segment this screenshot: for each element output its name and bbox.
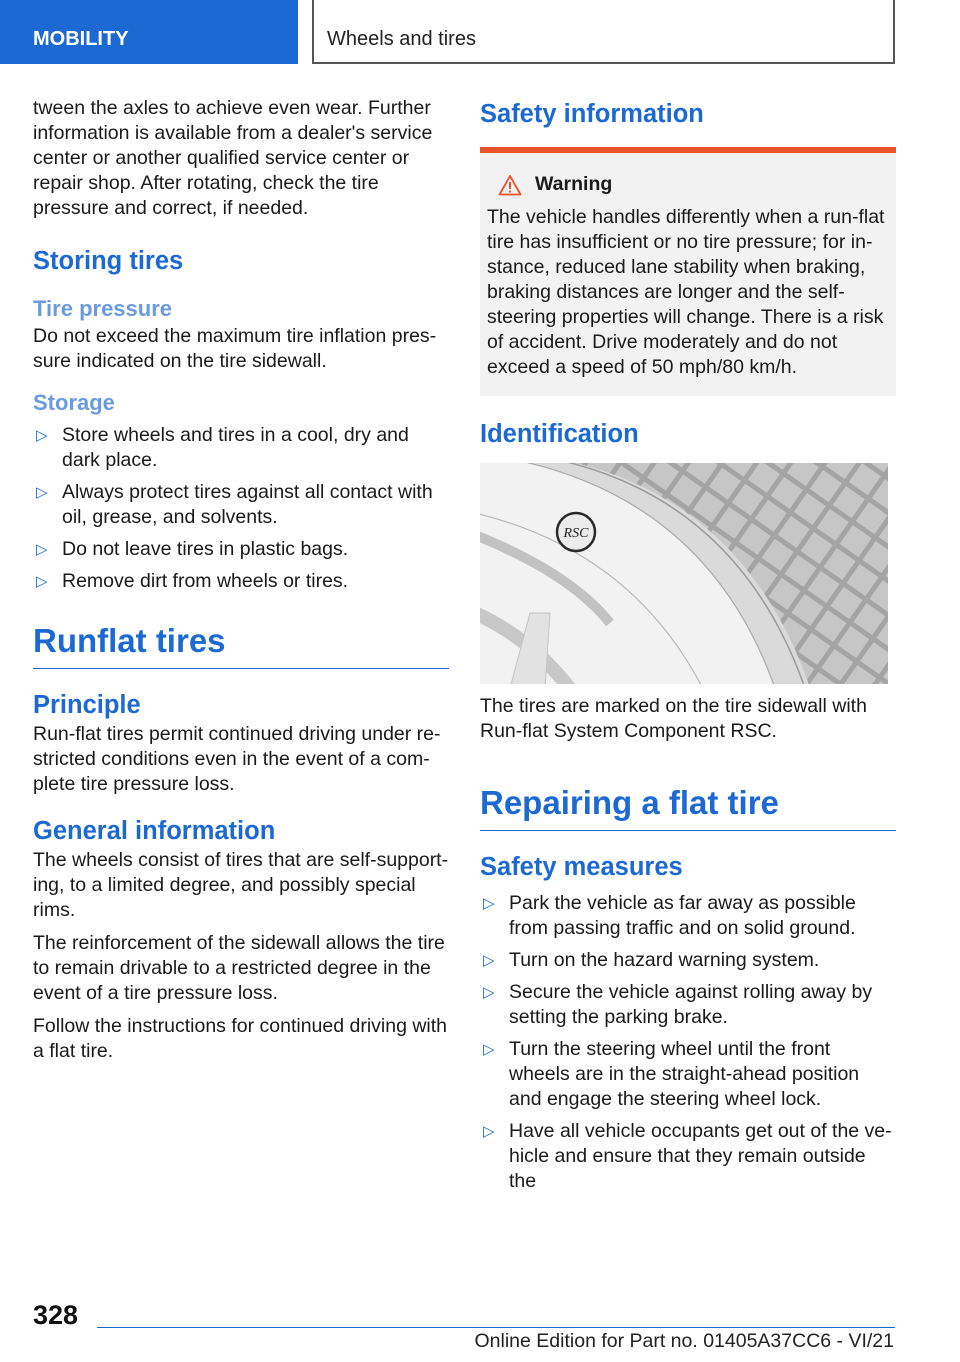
list-item: ▷ Secure the vehicle against rolling away by setting the parking brake. xyxy=(483,981,873,1028)
list-item: ▷ Store wheels and tires in a cool, dry and dark place. xyxy=(36,424,409,471)
section-tab xyxy=(0,0,298,64)
tire-pressure-paragraph: Do not exceed the maximum tire inflation pressure indicated on the tire sidewall. xyxy=(33,325,437,372)
list-item: ▷ Turn on the hazard warning system. xyxy=(483,949,820,971)
right-column xyxy=(480,100,896,1201)
runflat-tires-heading: Runflat tires xyxy=(33,622,449,669)
list-item: ▷ Park the vehicle as far away as possible from passing traffic and on solid ground. xyxy=(483,892,856,939)
warning-header xyxy=(498,173,888,196)
general-information-heading: General information xyxy=(33,817,276,845)
storage-list xyxy=(33,423,449,594)
general-paragraph-1: The wheels consist of tires that are self-supporting, to a limited degree, and possibly special rims. xyxy=(33,849,449,921)
identification-heading: Identification xyxy=(480,420,639,448)
principle-paragraph: Run-flat tires permit continued driving under restricted conditions even in the event of a complete tire pressure loss. xyxy=(33,723,441,795)
list-item: ▷ Do not leave tires in plastic bags. xyxy=(36,538,349,560)
warning-box xyxy=(480,147,896,396)
page-number: 328 xyxy=(33,1300,79,1330)
identification-paragraph: The tires are marked on the tire sidewall with Run-flat System Component RSC. xyxy=(480,695,867,742)
triangle-bullet-icon: ▷ xyxy=(483,1123,495,1140)
principle-heading: Principle xyxy=(33,691,141,719)
general-paragraph-3: Follow the instructions for continued driving with a flat tire. xyxy=(33,1015,448,1062)
section-title: MOBILITY xyxy=(33,28,129,50)
triangle-bullet-icon: ▷ xyxy=(483,1041,495,1058)
triangle-bullet-icon: ▷ xyxy=(36,484,48,501)
list-item: ▷ Have all vehicle occupants get out of the vehicle and ensure that they remain outside the xyxy=(483,1120,892,1192)
safety-measures-list xyxy=(480,891,896,1194)
chapter-title: Wheels and tires xyxy=(327,28,476,50)
warning-triangle-icon xyxy=(498,174,522,196)
list-item: ▷ Always protect tires against all contact with oil, grease, and solvents. xyxy=(36,481,433,528)
triangle-bullet-icon: ▷ xyxy=(36,427,48,444)
triangle-bullet-icon: ▷ xyxy=(483,895,495,912)
repairing-flat-tire-heading: Repairing a flat tire xyxy=(480,784,896,831)
warning-label: Warning xyxy=(535,173,613,195)
triangle-bullet-icon: ▷ xyxy=(483,952,495,969)
triangle-bullet-icon: ▷ xyxy=(483,984,495,1001)
footer-edition: Online Edition for Part no. 01405A37CC6 - VI/21 xyxy=(474,1330,894,1352)
tire-pressure-heading: Tire pressure xyxy=(33,296,173,321)
chapter-header xyxy=(312,0,895,64)
intro-paragraph: tween the axles to achieve even wear. Further information is available from a dealer's service center or another qualified service center or repair shop. After rotating, check the tire pressure and correct, if needed. xyxy=(33,97,433,219)
list-item: ▷ Remove dirt from wheels or tires. xyxy=(36,570,349,592)
footer-divider xyxy=(97,1327,895,1328)
list-item: ▷ Turn the steering wheel until the front wheels are in the straight-ahead position and engage the steering wheel lock. xyxy=(483,1038,860,1110)
tire-sidewall-image xyxy=(480,463,888,684)
storage-heading: Storage xyxy=(33,390,115,415)
rsc-logo: RSC xyxy=(563,526,589,541)
general-paragraph-2: The reinforcement of the sidewall allows the tire to remain drivable to a restricted degree in the event of a tire pressure loss. xyxy=(33,932,445,1004)
safety-measures-heading: Safety measures xyxy=(480,853,683,881)
warning-text: The vehicle handles differently when a run-flat tire has insufficient or no tire pressure; for instance, reduced lane stability when braking, braking distances are longer and the self-steering properties will change. There is a risk of accident. Drive moderately and do not exceed a speed of 50 mph/80 km/h. xyxy=(487,206,885,378)
triangle-bullet-icon: ▷ xyxy=(36,541,48,558)
left-column xyxy=(33,96,449,1072)
storing-tires-heading: Storing tires xyxy=(33,247,184,275)
safety-information-heading: Safety information xyxy=(480,100,704,128)
triangle-bullet-icon: ▷ xyxy=(36,573,48,590)
